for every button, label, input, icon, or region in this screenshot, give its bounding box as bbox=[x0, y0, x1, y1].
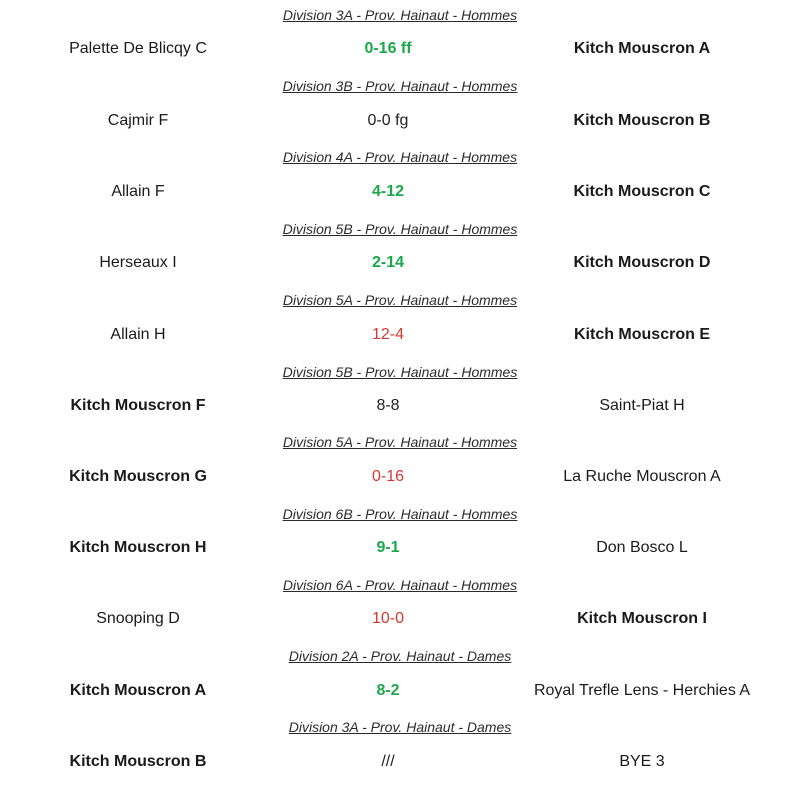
away-team: Kitch Mouscron I bbox=[577, 610, 707, 627]
away-team: Kitch Mouscron E bbox=[573, 326, 710, 343]
away-team: Don Bosco L bbox=[596, 539, 688, 556]
division-header: Division 3A - Prov. Hainaut - Hommes bbox=[282, 7, 518, 23]
home-team: Cajmir F bbox=[107, 112, 169, 129]
home-team: Kitch Mouscron G bbox=[69, 468, 207, 485]
away-team: BYE 3 bbox=[619, 753, 665, 770]
home-team: Kitch Mouscron B bbox=[69, 753, 207, 770]
match-score: 0-16 ff bbox=[364, 40, 412, 57]
match-row bbox=[0, 110, 800, 132]
match-score: 10-0 bbox=[371, 610, 405, 627]
match-score: 9-1 bbox=[376, 539, 400, 556]
match-row bbox=[0, 324, 800, 346]
match-row bbox=[0, 252, 800, 274]
home-team: Kitch Mouscron A bbox=[69, 682, 207, 699]
away-team: La Ruche Mouscron A bbox=[563, 468, 721, 485]
division-header: Division 3B - Prov. Hainaut - Hommes bbox=[282, 78, 518, 94]
match-row bbox=[0, 38, 800, 60]
division-header: Division 5B - Prov. Hainaut - Hommes bbox=[282, 221, 518, 237]
away-team: Saint-Piat H bbox=[599, 397, 685, 414]
away-team: Kitch Mouscron D bbox=[573, 254, 711, 271]
match-row bbox=[0, 680, 800, 702]
away-team: Kitch Mouscron B bbox=[573, 112, 711, 129]
division-header: Division 5A - Prov. Hainaut - Hommes bbox=[282, 434, 518, 450]
away-team: Kitch Mouscron A bbox=[573, 40, 711, 57]
match-score: 8-2 bbox=[376, 682, 400, 699]
away-team: Kitch Mouscron C bbox=[573, 183, 711, 200]
match-score: 12-4 bbox=[371, 326, 405, 343]
match-row bbox=[0, 751, 800, 773]
match-score: 0-0 fg bbox=[367, 112, 409, 129]
match-score: 8-8 bbox=[376, 397, 400, 414]
match-row bbox=[0, 537, 800, 559]
match-score: 0-16 bbox=[371, 468, 405, 485]
home-team: Snooping D bbox=[96, 610, 180, 627]
home-team: Kitch Mouscron F bbox=[70, 397, 206, 414]
home-team: Allain H bbox=[110, 326, 166, 343]
home-team: Palette De Blicqy C bbox=[69, 40, 207, 57]
division-header: Division 6A - Prov. Hainaut - Hommes bbox=[282, 577, 518, 593]
match-row bbox=[0, 395, 800, 417]
division-header: Division 3A - Prov. Hainaut - Dames bbox=[288, 719, 512, 735]
match-row bbox=[0, 608, 800, 630]
match-score: /// bbox=[381, 753, 395, 770]
division-header: Division 2A - Prov. Hainaut - Dames bbox=[288, 648, 512, 664]
home-team: Herseaux I bbox=[99, 254, 177, 271]
match-row bbox=[0, 466, 800, 488]
home-team: Allain F bbox=[111, 183, 165, 200]
division-header: Division 4A - Prov. Hainaut - Hommes bbox=[282, 149, 518, 165]
home-team: Kitch Mouscron H bbox=[69, 539, 207, 556]
match-score: 2-14 bbox=[371, 254, 405, 271]
match-score: 4-12 bbox=[371, 183, 405, 200]
division-header: Division 6B - Prov. Hainaut - Hommes bbox=[282, 506, 518, 522]
division-header: Division 5A - Prov. Hainaut - Hommes bbox=[282, 292, 518, 308]
away-team: Royal Trefle Lens - Herchies A bbox=[533, 682, 751, 699]
match-row bbox=[0, 181, 800, 203]
division-header: Division 5B - Prov. Hainaut - Hommes bbox=[282, 364, 518, 380]
